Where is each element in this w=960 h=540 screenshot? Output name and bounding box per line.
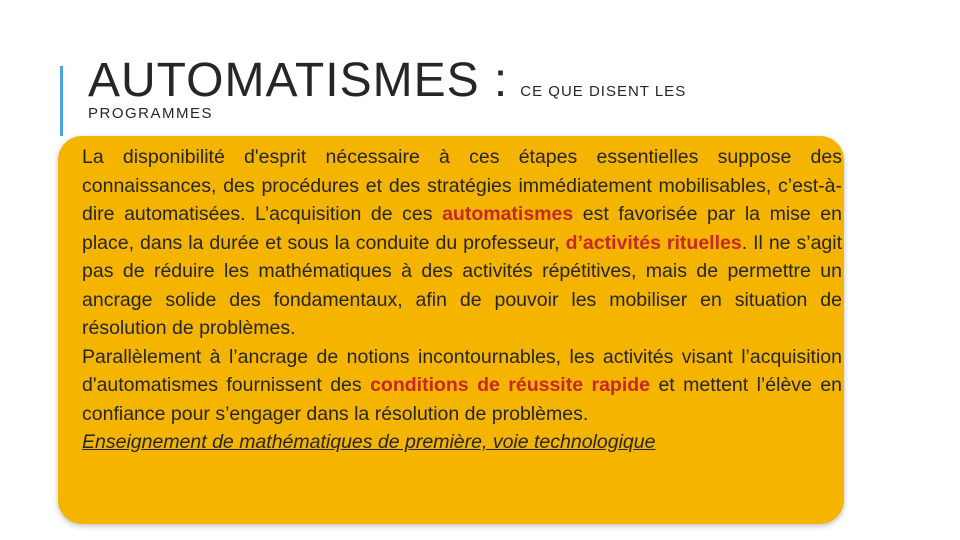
- highlight-automatismes: automatismes: [442, 203, 574, 225]
- paragraph-1-text-c: . Il ne s’agit pas de réduire les mathématiques à des activités répétitives, mais de permettre un ancrage solide des fondamentaux, afin de pouvoir les mobiliser en situation de résolution de problèmes.: [82, 231, 843, 339]
- paragraph-2: [82, 343, 842, 429]
- highlight-activites-rituelles: d’activités rituelles: [565, 231, 742, 254]
- quote-text: [82, 143, 842, 457]
- title-subtitle-start: CE QUE DISENT LES: [520, 83, 687, 100]
- title-accent-bar: [60, 66, 63, 136]
- title-subtitle-end: PROGRAMMES: [88, 105, 214, 122]
- paragraph-1: [82, 143, 842, 343]
- source-citation: Enseignement de mathématiques de première, voie technologique: [82, 431, 656, 453]
- paragraph-2-text-b: et mettent l’élève en confiance pour s’engager dans la résolution de problèmes.: [82, 374, 843, 425]
- title-first-line: [88, 54, 848, 108]
- paragraph-1-text-b: est favorisée par la mise en place, dans la durée et sous la conduite du professeur,: [82, 203, 842, 254]
- slide-title: [88, 54, 848, 123]
- highlight-conditions-reussite: conditions de réussite rapide: [370, 374, 651, 396]
- paragraph-1-text-a: La disponibilité d'esprit nécessaire à ces étapes essentielles suppose des connaissances, des procédures et des stratégies immédiatement mobilisables, c’est-à-dire automatisées. L’acquisition de ces: [82, 146, 842, 225]
- paragraph-2-text-a: Parallèlement à l’ancrage de notions incontournables, les activités visant l’acquisition d'automatismes fournissent des: [82, 345, 842, 396]
- title-main: AUTOMATISMES :: [88, 54, 509, 107]
